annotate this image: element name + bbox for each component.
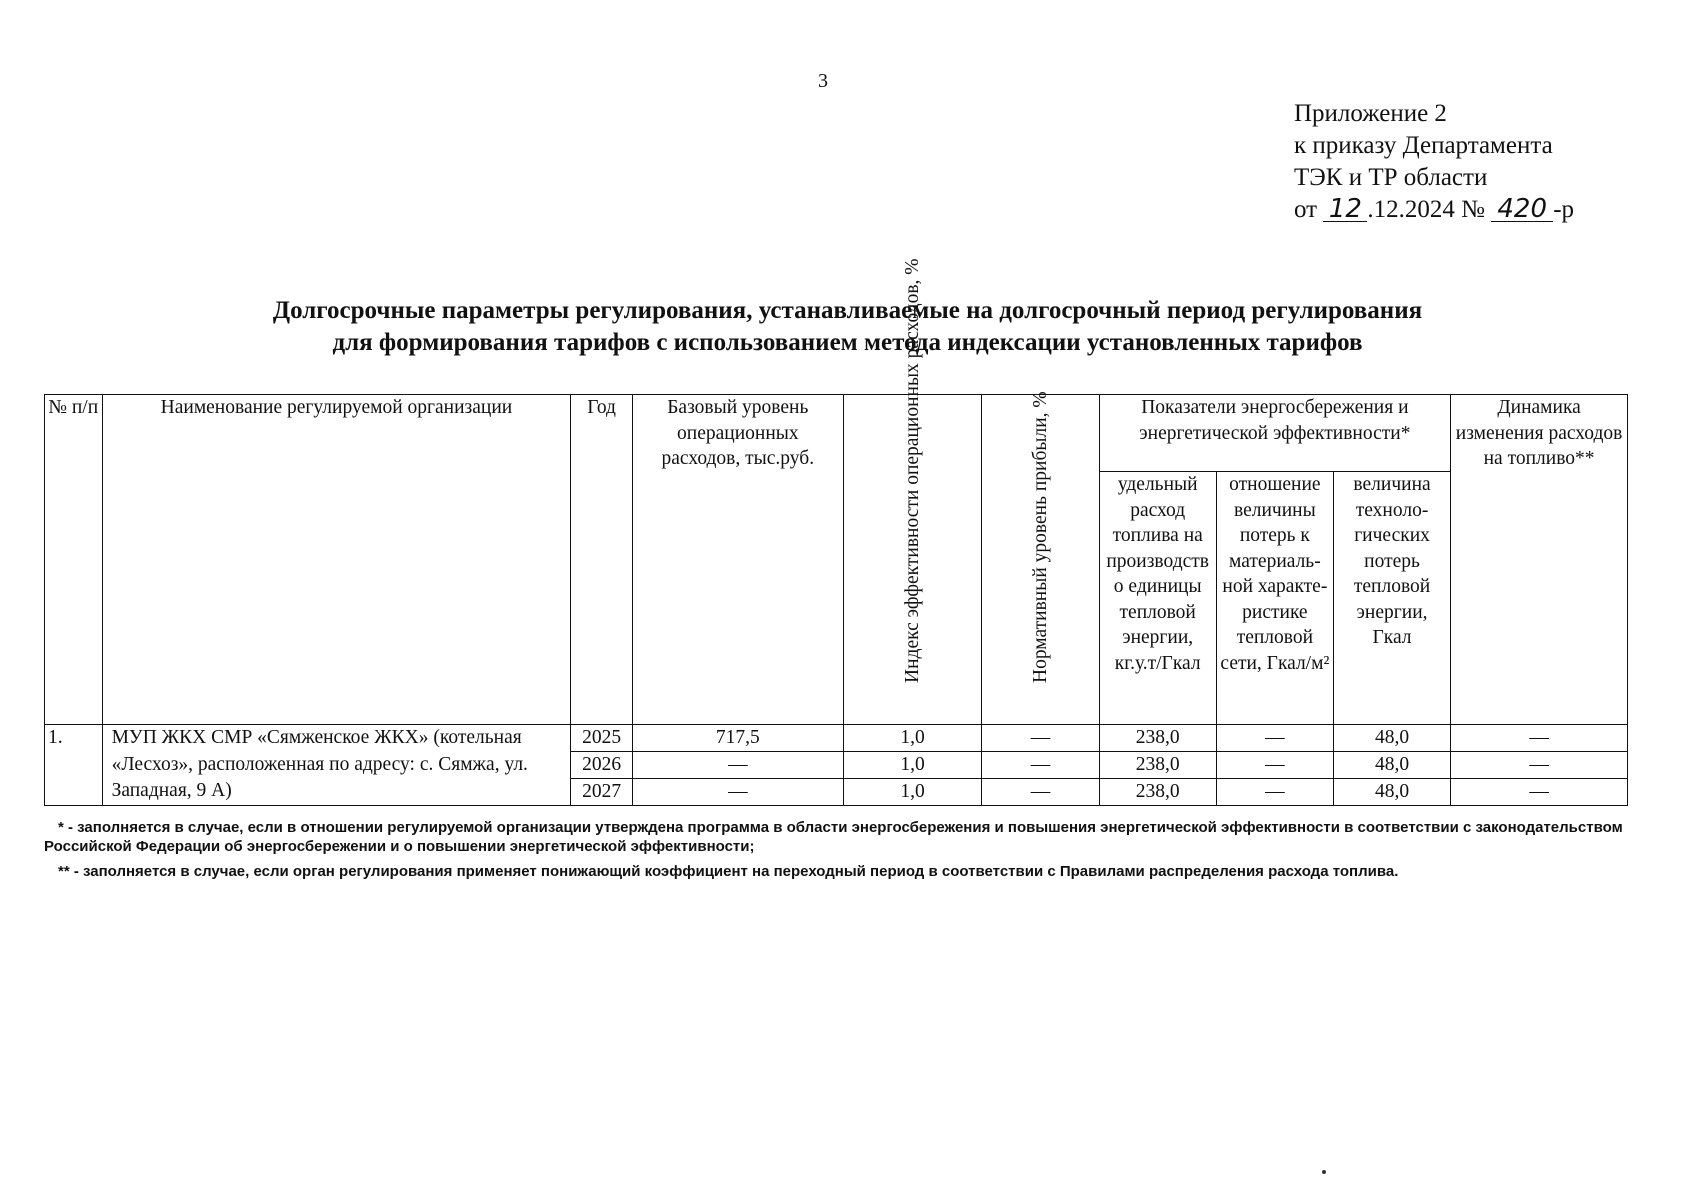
cell-efficiency-index: 1,0 [843,725,982,752]
header-fuel-dynamics: Динамика изменения расходов на топливо** [1451,395,1628,725]
header-year: Год [571,395,633,725]
annex-date-mid: .12.2024 № [1367,196,1485,223]
cell-year: 2026 [571,751,633,778]
scan-speck [1322,1170,1326,1174]
header-efficiency-index: Индекс эффективности операционных расходов, % [902,257,924,683]
handwritten-day: 12 [1323,197,1367,222]
cell-efficiency-index: 1,0 [843,751,982,778]
footnote-1: * - заполняется в случае, если в отношении регулируемой организации утверждена программа в области энергосбережения и повышения энергетической эффективности в соответствии с законодательством Российской Федерации об энергосбережении и о повышении энергетической эффективности; [44,819,1623,855]
cell-base-level: — [632,778,843,805]
header-tech-losses: величина техноло-гических потерь тепловой энергии, Гкал [1333,472,1450,725]
cell-tech-losses: 48,0 [1333,725,1450,752]
document-title-line-2: для формирования тарифов с использованием метода индексации установленных тарифов [332,329,1363,356]
cell-year: 2027 [571,778,633,805]
cell-fuel-dynamics: — [1451,751,1628,778]
cell-fuel-rate: 238,0 [1099,725,1216,752]
handwritten-order-number: 420 [1491,197,1553,222]
annex-suffix: -р [1553,196,1575,223]
header-profit-level-cell [982,390,1099,725]
annex-line-2: к приказу Департамента [1294,132,1553,159]
header-profit-level: Нормативный уровень прибыли, % [1030,390,1052,683]
page-number: 3 [818,70,828,92]
header-row-1 [45,395,1628,472]
cell-base-level: — [632,751,843,778]
cell-profit-level: — [982,751,1099,778]
header-efficiency-index-cell [843,257,982,725]
cell-profit-level: — [982,778,1099,805]
cell-loss-ratio: — [1216,751,1333,778]
cell-fuel-rate: 238,0 [1099,751,1216,778]
table-row [45,725,1628,752]
annex-line-3: ТЭК и ТР области [1294,164,1488,191]
cell-loss-ratio: — [1216,778,1333,805]
cell-fuel-dynamics: — [1451,778,1628,805]
annex-block [1294,98,1574,226]
cell-year: 2025 [571,725,633,752]
header-org-name: Наименование регулируемой организации [102,395,571,725]
header-energy-group: Показатели энергосбережения и энергетической эффективности* [1099,395,1451,472]
org-num: 1. [45,725,103,806]
cell-fuel-dynamics: — [1451,725,1628,752]
cell-tech-losses: 48,0 [1333,778,1450,805]
annex-line-1: Приложение 2 [1294,100,1447,127]
footnote-2: ** - заполняется в случае, если орган регулирования применяет понижающий коэффициент на переходный период в соответствии с Правилами распределения расхода топлива. [58,863,1399,880]
header-loss-ratio: отношение величины потерь к материаль-ной характе-ристике тепловой сети, Гкал/м² [1216,472,1333,725]
header-num: № п/п [45,395,103,725]
cell-profit-level: — [982,725,1099,752]
annex-from-label: от [1294,196,1318,223]
header-fuel-rate: удельный расход топлива на производств о единицы тепловой энергии, кг.у.т/Гкал [1099,472,1216,725]
cell-efficiency-index: 1,0 [843,778,982,805]
cell-tech-losses: 48,0 [1333,751,1450,778]
cell-loss-ratio: — [1216,725,1333,752]
document-title-line-1: Долгосрочные параметры регулирования, устанавливаемые на долгосрочный период регулирования [272,297,1423,324]
cell-base-level: 717,5 [632,725,843,752]
header-base-level: Базовый уровень операционных расходов, тыс.руб. [632,395,843,725]
annex-date-line [1294,194,1574,226]
org-name: МУП ЖКХ СМР «Сямженское ЖКХ» (котельная «Лесхоз», расположенная по адресу: с. Сямжа, ул. Западная, 9 А) [102,725,571,806]
cell-fuel-rate: 238,0 [1099,778,1216,805]
